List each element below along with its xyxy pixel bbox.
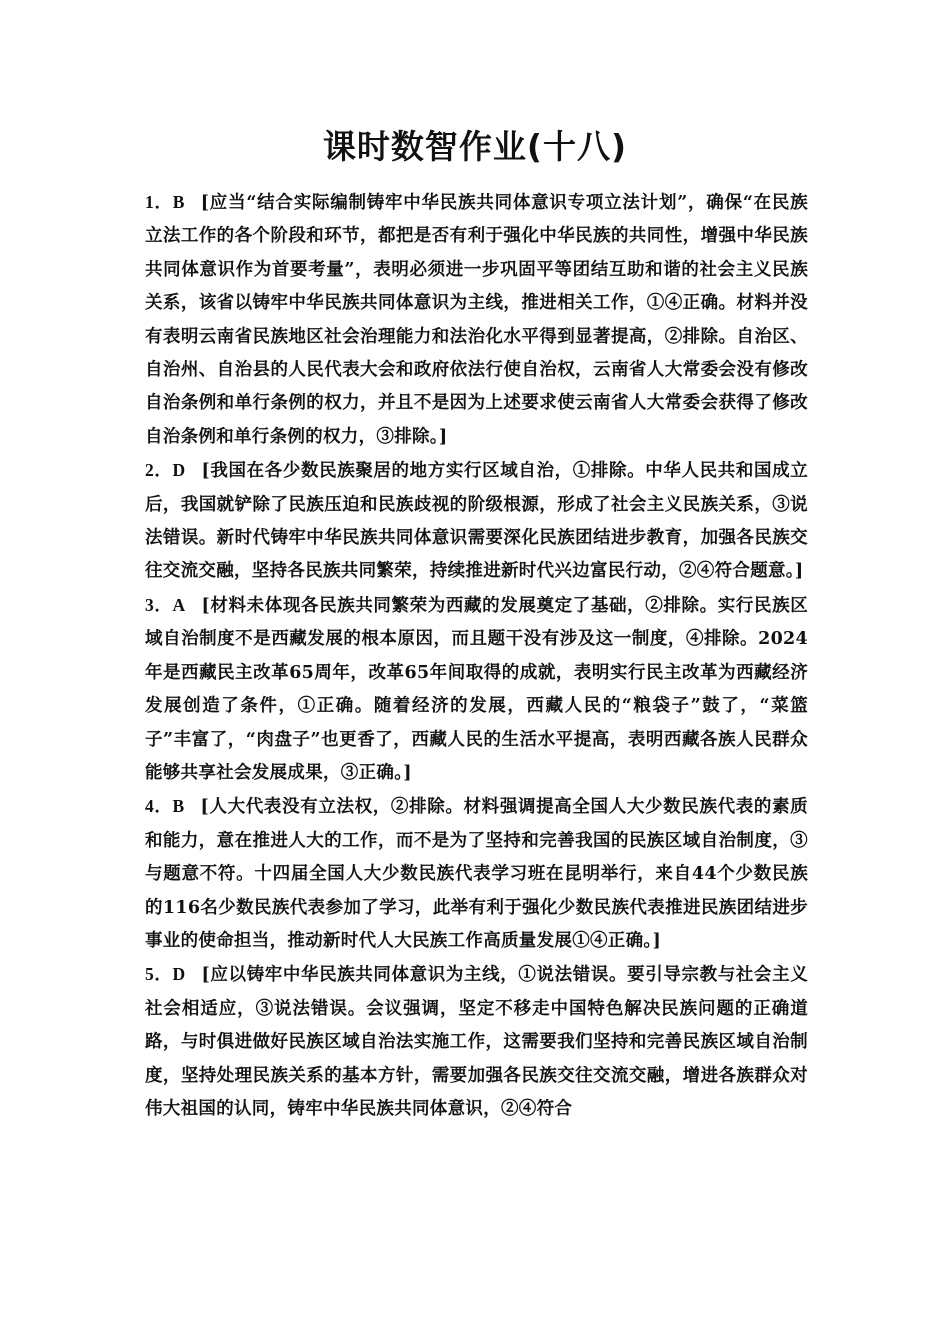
answer-number: 1． <box>145 192 173 212</box>
answer-choice: D <box>172 964 186 985</box>
answer-explanation: [应以铸牢中华民族共同体意识为主线，①说法错误。要引导宗教与社会主义社会相适应，③说法错误。会议强调，坚定不移走中国特色解决民族问题的正确道路，与时俱进做好民族区域自治法实施工作，这需要我们坚持和完善民族区域自治制度，坚持处理民族关系的基本方针，需要加强各民族交往交流交融，增进各族群众对伟大祖国的认同，铸牢中华民族共同体意识，②④符合 <box>145 965 808 1119</box>
answer-item-5 <box>145 958 808 1126</box>
answer-explanation: [我国在各少数民族聚居的地方实行区域自治，①排除。中华人民共和国成立后，我国就铲除了民族压迫和民族歧视的阶级根源，形成了社会主义民族关系，③说法错误。新时代铸牢中华民族共同体意识需要深化民族团结进步教育，加强各民族交往交流交融，坚持各民族共同繁荣，持续推进新时代兴边富民行动，②④符合题意。] <box>145 461 808 582</box>
answer-item-3 <box>145 589 808 790</box>
answer-explanation: [材料未体现各民族共同繁荣为西藏的发展奠定了基础，②排除。实行民族区域自治制度不是西藏发展的根本原因，而且题干没有涉及这一制度，④排除。2024年是西藏民主改革65周年，改革65年间取得的成就，表明实行民主改革为西藏经济发展创造了条件，①正确。随着经济的发展，西藏人民的“粮袋子”鼓了，“菜篮子”丰富了，“肉盘子”也更香了，西藏人民的生活水平提高，表明西藏各族人民群众能够共享社会发展成果，③正确。] <box>145 595 808 783</box>
answer-choice: B <box>172 796 185 817</box>
answer-list <box>145 186 808 1126</box>
answer-choice: D <box>172 460 186 481</box>
answer-number: 4． <box>145 796 173 817</box>
answer-explanation: [应当“结合实际编制铸牢中华民族共同体意识专项立法计划”，确保“在民族立法工作的各个阶段和环节，都把是否有利于强化中华民族的共同性，增强中华民族共同体意识作为首要考量”，表明必须进一步巩固平等团结互助和谐的社会主义民族关系，该省以铸牢中华民族共同体意识为主线，推进相关工作，①④正确。材料并没有表明云南省民族地区社会治理能力和法治化水平得到显著提高，②排除。自治区、自治州、自治县的人民代表大会和政府依法行使自治权，云南省人大常委会没有修改自治条例和单行条例的权力，并且不是因为上述要求使云南省人大常委会获得了修改自治条例和单行条例的权力，③排除。] <box>145 193 808 447</box>
answer-choice: A <box>172 594 186 615</box>
answer-number: 5． <box>145 964 173 985</box>
answer-item-2 <box>145 454 808 589</box>
answer-choice: B <box>172 192 185 212</box>
answer-item-4 <box>145 790 808 958</box>
page-title: 课时数智作业(十八) <box>322 127 628 166</box>
answer-number: 3． <box>145 594 173 615</box>
answer-explanation: [人大代表没有立法权，②排除。材料强调提高全国人大少数民族代表的素质和能力，意在推进人大的工作，而不是为了坚持和完善我国的民族区域自治制度，③与题意不符。十四届全国人大少数民族代表学习班在昆明举行，来自44个少数民族的116名少数民族代表参加了学习，此举有利于强化少数民族代表推进民族团结进步事业的使命担当，推动新时代人大民族工作高质量发展①④正确。] <box>145 797 808 951</box>
answer-item-1 <box>145 186 808 454</box>
answer-number: 2． <box>145 460 173 481</box>
